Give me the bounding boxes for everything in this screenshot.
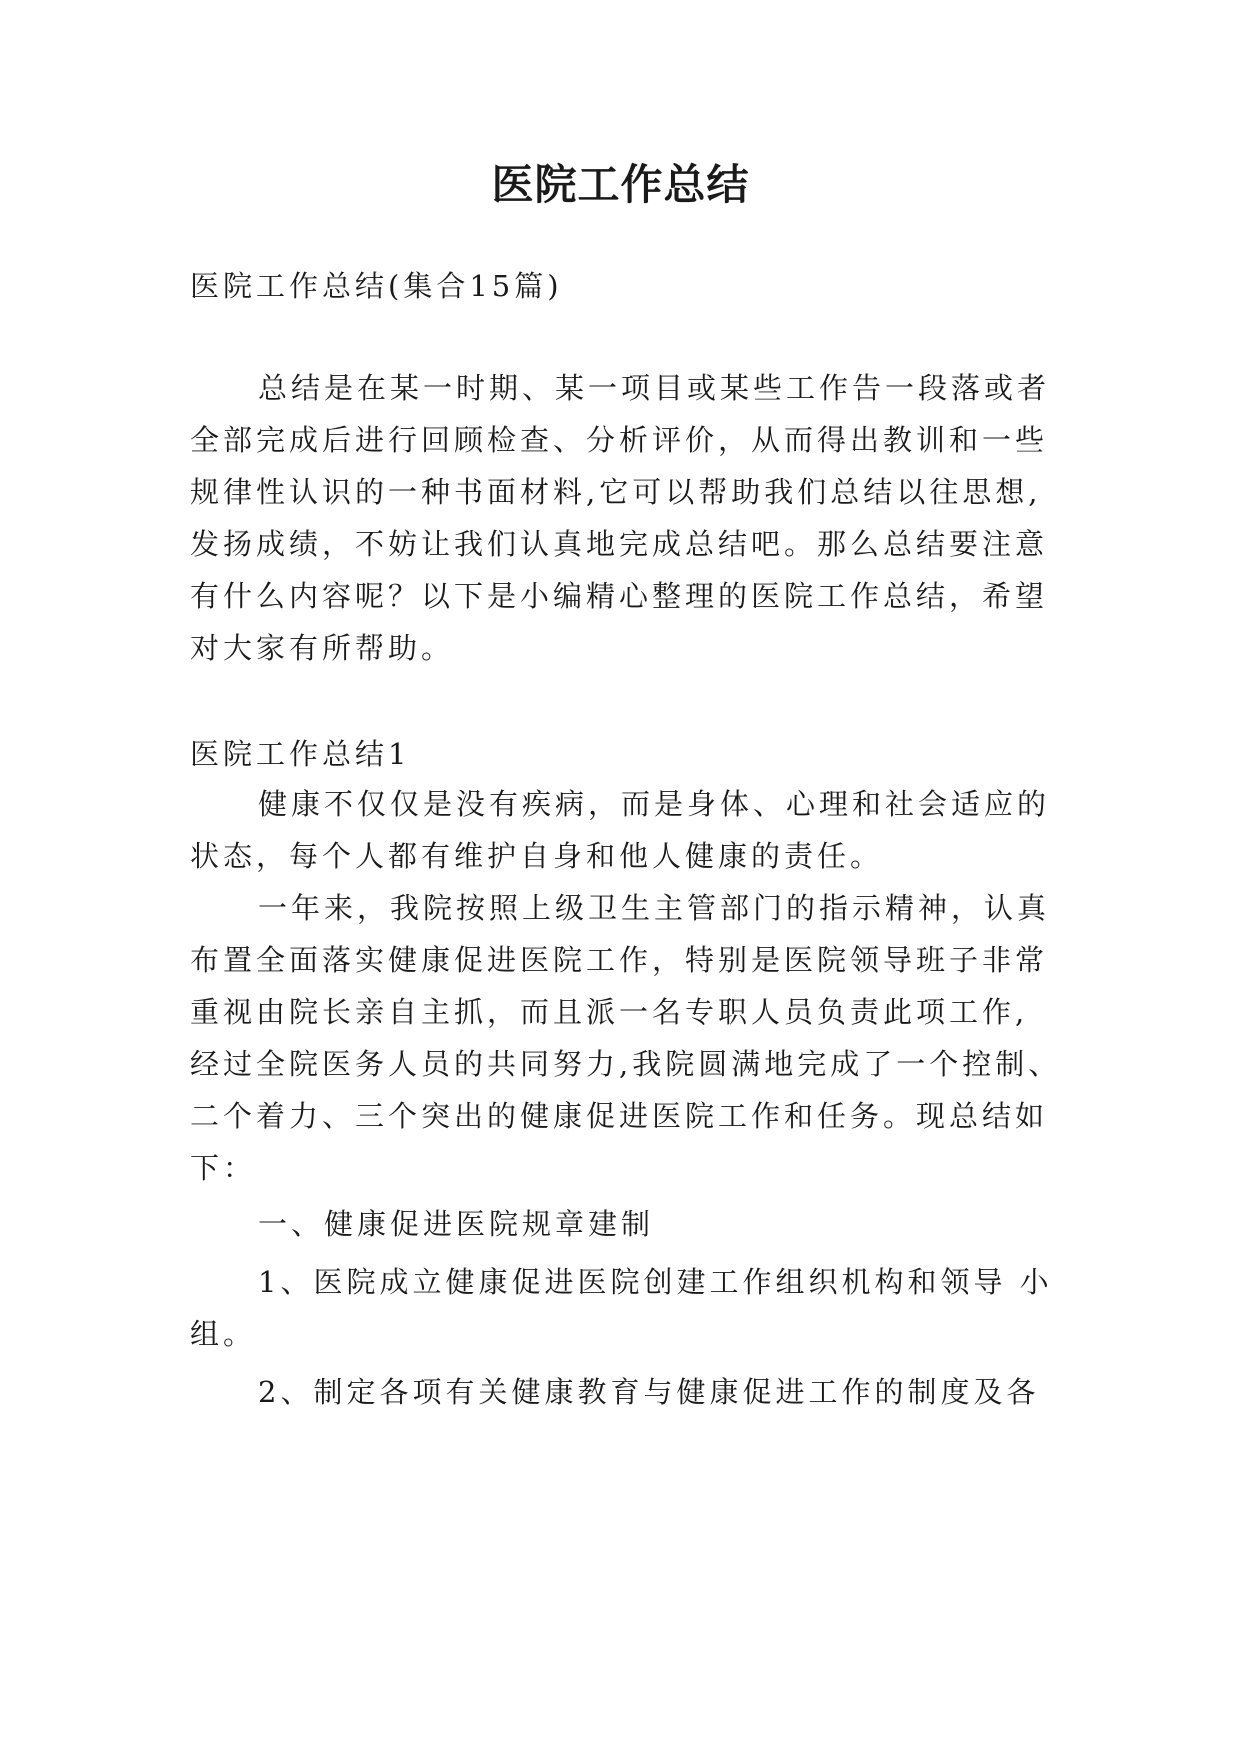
intro-line-4: 发扬成绩，不妨让我们认真地完成总结吧。那么总结要注意 (190, 527, 1049, 561)
document-subtitle: 医院工作总结(集合15篇) (190, 269, 563, 303)
para1-line-2: 状态，每个人都有维护自身和他人健康的责任。 (190, 839, 884, 873)
section-heading: 医院工作总结1 (190, 737, 411, 771)
item2-line-1: 2、制定各项有关健康教育与健康促进工作的制度及各 (258, 1375, 1040, 1409)
para2-line-6: 下： (190, 1151, 257, 1185)
intro-line-6: 对大家有所帮助。 (190, 631, 455, 665)
para2-line-5: 二个着力、三个突出的健康促进医院工作和任务。现总结如 (190, 1099, 1049, 1133)
para1-line-1: 健康不仅仅是没有疾病，而是身体、心理和社会适应的 (258, 787, 1051, 821)
item1-line-2: 组。 (190, 1317, 257, 1351)
intro-line-2: 全部完成后进行回顾检查、分析评价，从而得出教训和一些 (190, 423, 1049, 457)
intro-line-3: 规律性认识的一种书面材料,它可以帮助我们总结以往思想, (190, 475, 1042, 509)
para2-line-1: 一年来，我院按照上级卫生主管部门的指示精神，认真 (258, 891, 1051, 925)
document-title: 医院工作总结 (491, 160, 750, 209)
para2-line-2: 布置全面落实健康促进医院工作，特别是医院领导班子非常 (190, 943, 1049, 977)
item1-line-1: 1、医院成立健康促进医院创建工作组织机构和领导 小 (258, 1265, 1053, 1299)
intro-line-1: 总结是在某一时期、某一项目或某些工作告一段落或者 (258, 371, 1051, 405)
para2-line-3: 重视由院长亲自主抓，而且派一名专职人员负责此项工作, (190, 995, 1029, 1029)
subheading-1: 一、健康促进医院规章建制 (258, 1207, 655, 1241)
intro-line-5: 有什么内容呢？以下是小编精心整理的医院工作总结，希望 (190, 579, 1049, 613)
para2-line-4: 经过全院医务人员的共同努力,我院圆满地完成了一个控制、 (190, 1047, 1062, 1081)
